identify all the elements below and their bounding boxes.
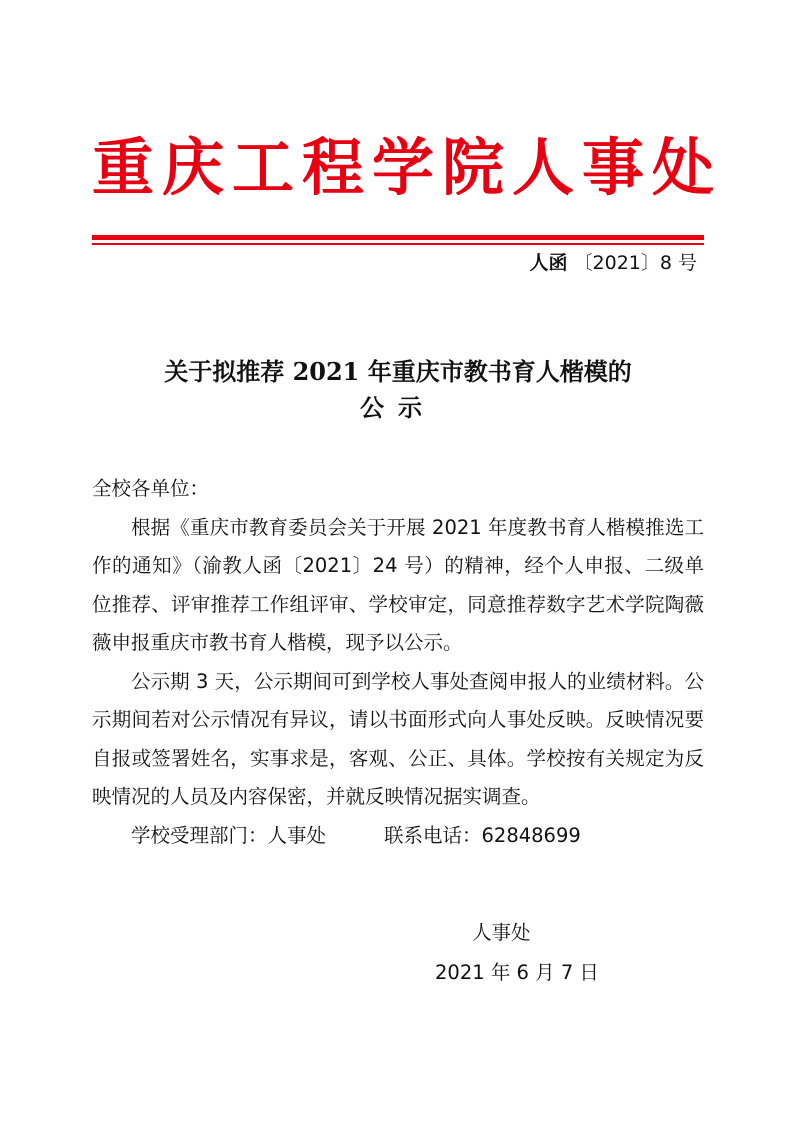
contact-department: 学校受理部门：人事处 [131, 823, 327, 847]
document-title-line1: 关于拟推荐 2021 年重庆市教书育人楷模的 [164, 357, 632, 386]
document-number [529, 249, 697, 277]
document-title-line2: 公示 [360, 393, 436, 422]
body-paragraph-1: 根据《重庆市教育委员会关于开展 2021 年度教书育人楷模推选工作的通知》（渝教人函〔2021〕24 号）的精神，经个人申报、二级单位推荐、评审推荐工作组评审、学校审定，同意推荐数字艺术学院陶薇薇申报重庆市教书育人楷模，现予以公示。 [92, 515, 704, 654]
contact-phone: 联系电话：62848699 [384, 823, 581, 847]
document-body [92, 470, 704, 855]
body-paragraph-2: 公示期 3 天，公示期间可到学校人事处查阅申报人的业绩材料。公示期间若对公示情况有异议，请以书面形式向人事处反映。反映情况要自报或签署姓名，实事求是，客观、公正、具体。学校按有关规定为反映情况的人员及内容保密，并就反映情况据实调查。 [92, 669, 704, 808]
signature-department: 人事处 [472, 921, 531, 944]
letterhead-title: 重庆工程学院人事处 [92, 131, 723, 204]
letterhead-rule-thin [92, 243, 704, 245]
document-number-rest: 〔2021〕8 号 [573, 252, 697, 274]
salutation: 全校各单位： [92, 477, 210, 500]
signature-date: 2021 年 6 月 7 日 [435, 961, 599, 984]
document-number-prefix: 人函 [529, 252, 568, 274]
contact-line [92, 817, 704, 856]
letterhead-rule-thick [92, 235, 704, 240]
